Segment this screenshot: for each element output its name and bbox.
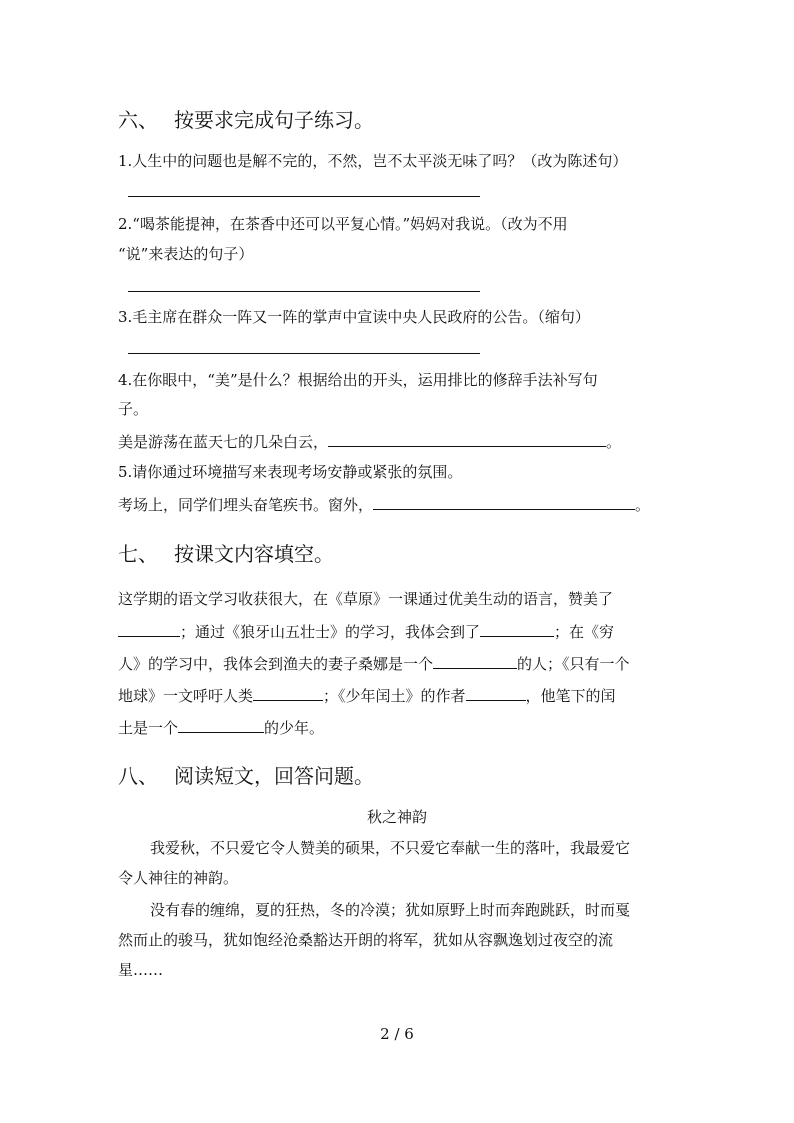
- paragraph-1-line-1: 我爱秋，不只爱它令人赞美的硕果，不只爱它奉献一生的落叶，我最爱它: [150, 839, 631, 857]
- fill-line-3: [118, 652, 630, 675]
- question-4-line-2: 子。: [118, 400, 149, 418]
- page-number: 2 / 6: [380, 1025, 414, 1043]
- fill-text: 人》的学习中，我体会到渔夫的妻子桑娜是一个: [118, 655, 434, 673]
- question-5-prompt-text: 考场上，同学们埋头奋笔疾书。窗外，: [118, 496, 374, 514]
- fill-text: ；通过《狼牙山五壮士》的学习，我体会到了: [180, 623, 481, 641]
- question-2-line-2: “说”来表达的句子）: [118, 245, 254, 263]
- question-4-prompt-end: 。: [606, 433, 622, 451]
- paragraph-2-line-1: 没有春的缠绵，夏的狂热，冬的冷漠；犹如原野上时而奔跑跳跃，时而戛: [150, 901, 631, 919]
- fill-text: 地球》一文呼吁人类: [118, 687, 254, 705]
- question-5-prompt: [118, 493, 650, 516]
- question-4-line-1: 4.在你眼中，“美”是什么？根据给出的开头，运用排比的修辞手法补写句: [118, 371, 598, 389]
- section-title: 按课文内容填空。: [174, 542, 334, 566]
- answer-line-2[interactable]: [128, 291, 480, 292]
- question-1: 1.人生中的问题也是解不完的，不然，岂不太平淡无味了吗？（改为陈述句）: [118, 152, 628, 170]
- section-number: 八、: [118, 764, 158, 788]
- section-title: 按要求完成句子练习。: [174, 108, 374, 132]
- answer-line-3[interactable]: [128, 353, 480, 354]
- question-3: 3.毛主席在群众一阵又一阵的掌声中宣读中央人民政府的公告。（缩句）: [118, 308, 590, 326]
- section-number: 七、: [118, 542, 158, 566]
- fill-line-2: [118, 620, 614, 643]
- question-5-line-1: 5.请你通过环境描写来表现考场安静或紧张的氛围。: [118, 463, 463, 481]
- story-title: 秋之神韵: [366, 808, 427, 826]
- answer-line-1[interactable]: [128, 196, 480, 197]
- fill-line-1: 这学期的语文学习收获很大，在《草原》一课通过优美生动的语言，赞美了: [118, 590, 614, 608]
- blank-earth[interactable]: [253, 684, 323, 701]
- answer-blank-5[interactable]: [373, 493, 635, 510]
- blank-langya[interactable]: [480, 620, 554, 637]
- question-5-prompt-end: 。: [635, 496, 651, 514]
- section-7-heading: [118, 540, 334, 568]
- blank-author[interactable]: [466, 684, 526, 701]
- fill-text: ；《少年闰土》的作者: [323, 687, 466, 705]
- section-number: 六、: [118, 108, 158, 132]
- fill-text: 的人；《只有一个: [517, 655, 630, 673]
- paragraph-1-line-2: 令人神往的神韵。: [118, 869, 239, 887]
- blank-runtu[interactable]: [178, 716, 264, 733]
- paragraph-2-line-3: 星……: [118, 961, 164, 979]
- fill-text: 土是一个: [118, 719, 179, 737]
- fill-text: ；在《穷: [554, 623, 615, 641]
- question-4-prompt-text: 美是游荡在蓝天七的几朵白云，: [118, 433, 329, 451]
- section-title: 阅读短文，回答问题。: [174, 764, 374, 788]
- section-8-heading: [118, 762, 374, 790]
- fill-line-4: [118, 684, 616, 707]
- question-2-line-1: 2.“喝茶能提神，在茶香中还可以平复心情。”妈妈对我说。（改为不用: [118, 215, 568, 233]
- fill-text: ，他笔下的闰: [525, 687, 616, 705]
- section-6-heading: [118, 106, 374, 134]
- question-4-prompt: [118, 430, 621, 453]
- answer-blank-4[interactable]: [328, 430, 606, 447]
- blank-grassland[interactable]: [118, 620, 180, 637]
- paragraph-2-line-2: 然而止的骏马，犹如饱经沧桑豁达开朗的将军，犹如从容飘逸划过夜空的流: [118, 931, 614, 949]
- fill-line-5: [118, 716, 324, 739]
- fill-text: 的少年。: [264, 719, 325, 737]
- blank-sangna[interactable]: [433, 652, 517, 669]
